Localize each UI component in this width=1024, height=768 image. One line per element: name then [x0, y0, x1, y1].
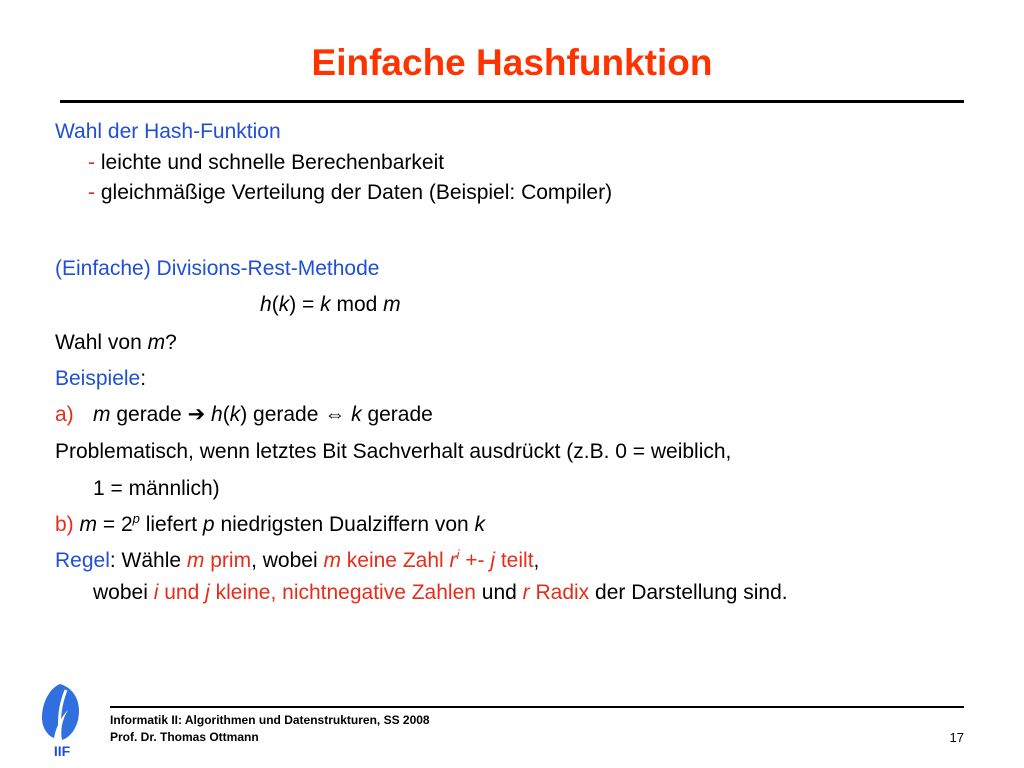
section-heading-division-method: (Einfache) Divisions-Rest-Methode: [55, 257, 380, 280]
section-heading-hash-choice: Wahl der Hash-Funktion: [55, 120, 281, 143]
formula-m: m: [383, 293, 401, 316]
bullet-uniform-distribution: [88, 179, 612, 207]
rule-line-2: [93, 579, 788, 607]
example-a-label: [55, 401, 74, 429]
equivalence-icon: ⇔: [324, 403, 346, 426]
rule-plusminus: +-: [459, 549, 491, 572]
bullet-dash: -: [88, 151, 95, 174]
rule-i-sup: i: [456, 547, 460, 562]
problem-line-1: Problematisch, wenn letztes Bit Sachverhalt ausdrückt (z.B. 0 = weiblich,: [55, 440, 732, 463]
formula-hash-mod: [260, 291, 401, 319]
rule-j2: j: [205, 581, 210, 604]
iif-logo-icon: [22, 680, 102, 760]
bullet-dash: -: [88, 181, 95, 204]
arrow-icon: ➔: [187, 403, 206, 426]
ex-b-p: p: [202, 513, 215, 536]
formula-h: h: [260, 293, 272, 316]
ex-b-eq: = 2: [97, 513, 133, 536]
question-m: m: [147, 331, 166, 354]
rule-radix: Radix: [529, 581, 590, 604]
rule-wobei: , wobei: [251, 549, 324, 572]
example-a-statement: [93, 401, 433, 429]
rule-i: i: [153, 581, 159, 604]
example-a-marker: a): [55, 403, 74, 426]
rule-kleine: kleine, nichtnegative Zahlen: [209, 581, 476, 604]
slide-title: Einfache Hashfunktion: [311, 42, 713, 83]
rule-line-1: [55, 547, 539, 575]
rule-r2: r: [522, 581, 530, 604]
example-b-marker: b): [55, 513, 74, 536]
page-number: 17: [949, 730, 964, 745]
rule-m: m: [186, 549, 205, 572]
rule-keine-zahl: keine Zahl: [340, 549, 450, 572]
ex-b-k: k: [474, 513, 486, 536]
footer-divider: [110, 706, 964, 708]
rule-prim: prim: [204, 549, 252, 572]
bullet-text: gleichmäßige Verteilung der Daten (Beispiel: Compiler): [100, 181, 613, 204]
ex-b-p-sup: p: [132, 511, 140, 526]
rule-und: und: [158, 581, 206, 604]
ex-b-rest: niedrigsten Dualziffern von: [214, 513, 475, 536]
ex-a-k: k: [229, 403, 241, 426]
question-choice-of-m: [55, 329, 177, 357]
ex-b-m: m: [79, 513, 98, 536]
rule-waehle: : Wähle: [109, 549, 187, 572]
rule-j: j: [490, 549, 496, 572]
ex-a-gerade3: gerade: [361, 403, 433, 426]
problem-line-2: 1 = männlich): [93, 477, 220, 500]
rule-comma: ,: [533, 549, 540, 572]
formula-k2: k: [320, 293, 331, 316]
example-b-statement: [55, 511, 485, 539]
ex-a-k2: k: [351, 403, 362, 426]
examples-heading: [55, 365, 146, 393]
bullet-text: leichte und schnelle Berechenbarkeit: [100, 151, 445, 174]
rule-m2: m: [323, 549, 341, 572]
rule-label: Regel: [55, 549, 110, 572]
rule-und2: und: [475, 581, 523, 604]
ex-a-m: m: [93, 403, 111, 426]
ex-a-gerade1: gerade: [110, 403, 188, 426]
question-mark: ?: [165, 331, 177, 354]
question-prefix: Wahl von: [55, 331, 148, 354]
formula-lp: (: [271, 293, 279, 316]
ex-a-h: h: [211, 403, 223, 426]
footer-course: Informatik II: Algorithmen und Datenstrukturen, SS 2008: [110, 713, 430, 727]
footer-professor: Prof. Dr. Thomas Ottmann: [110, 730, 259, 744]
ex-a-gerade2: ) gerade: [240, 403, 325, 426]
formula-eq: ) =: [289, 293, 321, 316]
rule-rest: der Darstellung sind.: [589, 581, 788, 604]
bullet-fast-computation: [88, 149, 444, 177]
rule-r: r: [449, 549, 457, 572]
ex-a-lp: (: [222, 403, 230, 426]
rule-teilt: teilt: [495, 549, 534, 572]
logo-text: IIF: [53, 743, 71, 759]
examples-colon: :: [140, 367, 147, 390]
examples-label: Beispiele: [55, 367, 141, 390]
ex-b-liefert: liefert: [139, 513, 203, 536]
formula-mod: mod: [330, 293, 384, 316]
title-divider: [60, 100, 964, 103]
rule-wobei2: wobei: [93, 581, 154, 604]
formula-k: k: [278, 293, 290, 316]
